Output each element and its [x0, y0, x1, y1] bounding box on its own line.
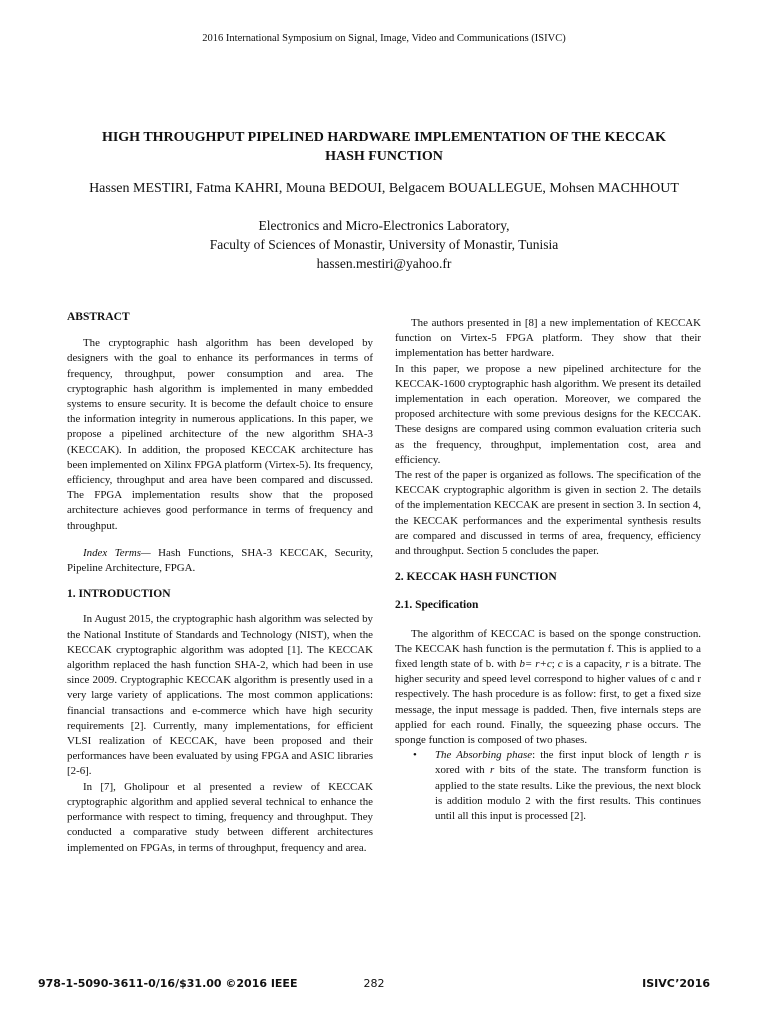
bullet-marker: •	[413, 749, 417, 762]
conference-header: 2016 International Symposium on Signal, Image, Video and Communications (ISIVC)	[202, 33, 566, 44]
introduction-paragraph-3: The authors presented in [8] a new implementation of KECCAK function on Virtex-5 FPGA platform. They show that their implementation has better hardware.	[395, 317, 701, 360]
paper-title-line-2: HASH FUNCTION	[325, 149, 443, 164]
paper-authors: Hassen MESTIRI, Fatma KAHRI, Mouna BEDOUI, Belgacem BOUALLEGUE, Mohsen MACHHOUT	[89, 181, 679, 196]
spec-text-c: ;	[551, 658, 558, 671]
index-terms-text: Hash Functions, SHA-3 KECCAK, Security, Pipeline Architecture, FPGA.	[67, 546, 373, 575]
introduction-paragraph-1: In August 2015, the cryptographic hash algorithm was selected by the National Institute of Standards and Technology (NIST), when the KECCAK cryptographic algorithm was adopted [1]. The KECCAK algorithm replaced the hash function SHA-2, which had been in use since 2009. Cryptographic KECCAK algorithm is presently used in a very large variety of applications. The most common applications: financial transactions and e-commerce which have high security requirements [2]. Currently, many implementations, for efficient VLSI realization of KECCAK, have been proposed and their performances have been evaluated by using FPGA and ASIC libraries [2-6].	[67, 613, 373, 778]
introduction-heading: 1. INTRODUCTION	[67, 588, 171, 601]
author-email: hassen.mestiri@yahoo.fr	[316, 256, 452, 271]
affiliation-lab: Electronics and Micro-Electronics Laboratory,	[258, 218, 510, 233]
spec-var-r: r	[625, 658, 630, 671]
section-2-1-heading: 2.1. Specification	[395, 599, 479, 612]
absorbing-phase-label: The Absorbing phase	[435, 749, 533, 762]
footer-isbn: 978-1-5090-3611-0/16/$31.00 ©2016 IEEE	[38, 977, 298, 990]
spec-var-c: c	[557, 658, 563, 671]
absorbing-text-b: is xored with	[435, 749, 701, 777]
spec-text-a: The algorithm of KECCAC is based on the sponge construction. The KECCAK hash function is the permutation f. This is applied to a fixed length state of b. with	[395, 627, 701, 671]
right-column	[395, 316, 701, 824]
paper-title	[60, 128, 708, 166]
spec-text-g: is a bitrate. The higher security and speed level correspond to higher values of c and r respectively. The hash procedure is as follow: first, to get a fixed size message, the input message is padded. Then, five internals steps are applied for each round. Finally, the squeezing phase occurs. The sponge function is composed of two phases.	[395, 658, 702, 747]
introduction-paragraph-4: In this paper, we propose a new pipelined architecture for the KECCAK-1600 cryptographic hash algorithm. We present its detailed implementation in each operation. Moreover, we compared the proposed architecture with some previous designs for the KECCAK. These designs are compared using common evaluation criteria such as the frequency, throughput, implementation cost, area and efficiency.	[395, 362, 701, 466]
affiliation-block	[60, 216, 708, 273]
paper-title-line-1: HIGH THROUGHPUT PIPELINED HARDWARE IMPLEMENTATION OF THE KECCAK	[101, 130, 667, 145]
absorbing-phase-text	[435, 748, 701, 824]
introduction-paragraph-5: The rest of the paper is organized as follows. The specification of the KECCAK cryptographic algorithm is given in section 2. The details of the implementation KECCAK are present in section 3. In section 4, the KECCAK performances and the experimental synthesis results are compared and discussed in terms of area, frequency, efficiency and throughput. Section 5 concludes the paper.	[395, 469, 701, 558]
specification-paragraph	[395, 627, 701, 749]
spec-text-e: is a capacity,	[562, 658, 626, 671]
abstract-heading: ABSTRACT	[67, 311, 130, 323]
absorbing-text-a: : the first input block of length	[532, 749, 685, 762]
spec-formula: b= r+c	[519, 658, 552, 671]
abstract-text: The cryptographic hash algorithm has been developed by designers with the goal to enhance its performances in terms of frequency, throughput, power consumption and area. The cryptographic hash algorithm is implemented in many embedded systems to ensure security. It is become the default choice to ensure the information integrity in numerous applications. In this paper, we propose a pipelined architecture of the new algorithm SHA-3 (KECCAK). In addition, the proposed KECCAK architecture has been implemented on Xilinx FPGA platform (Virtex-5). Its frequency, efficiency, throughput and area have been compared and discussed. The FPGA implementation results show that the proposed architecture achieves good performance in terms of frequency and throughput.	[67, 337, 373, 532]
introduction-paragraph-2: In [7], Gholipour et al presented a review of KECCAK cryptographic algorithm and applied several technical to enhance the performance with respect to timing, frequency and throughput. They conducted a comparative study between different architectures implemented on FPGAs, in terms of throughput, frequency and area.	[67, 780, 373, 854]
absorbing-phase-bullet	[395, 748, 701, 824]
footer-page-number: 282	[363, 977, 385, 990]
absorbing-text-c: bits of the state. The transform function is applied to the state results. Like the previous, the next block is addition modulo 2 with the first results. This continues until all this input is processed [2].	[435, 764, 701, 823]
absorbing-var-r1: r	[684, 749, 689, 762]
affiliation-university: Faculty of Sciences of Monastir, University of Monastir, Tunisia	[209, 237, 559, 252]
index-terms-label: Index Terms—	[83, 546, 151, 559]
left-column	[67, 310, 373, 856]
absorbing-var-r2: r	[490, 764, 495, 777]
footer-conference: ISIVC’2016	[642, 977, 710, 990]
index-terms	[67, 546, 373, 576]
section-2-heading: 2. KECCAK HASH FUNCTION	[395, 571, 557, 584]
